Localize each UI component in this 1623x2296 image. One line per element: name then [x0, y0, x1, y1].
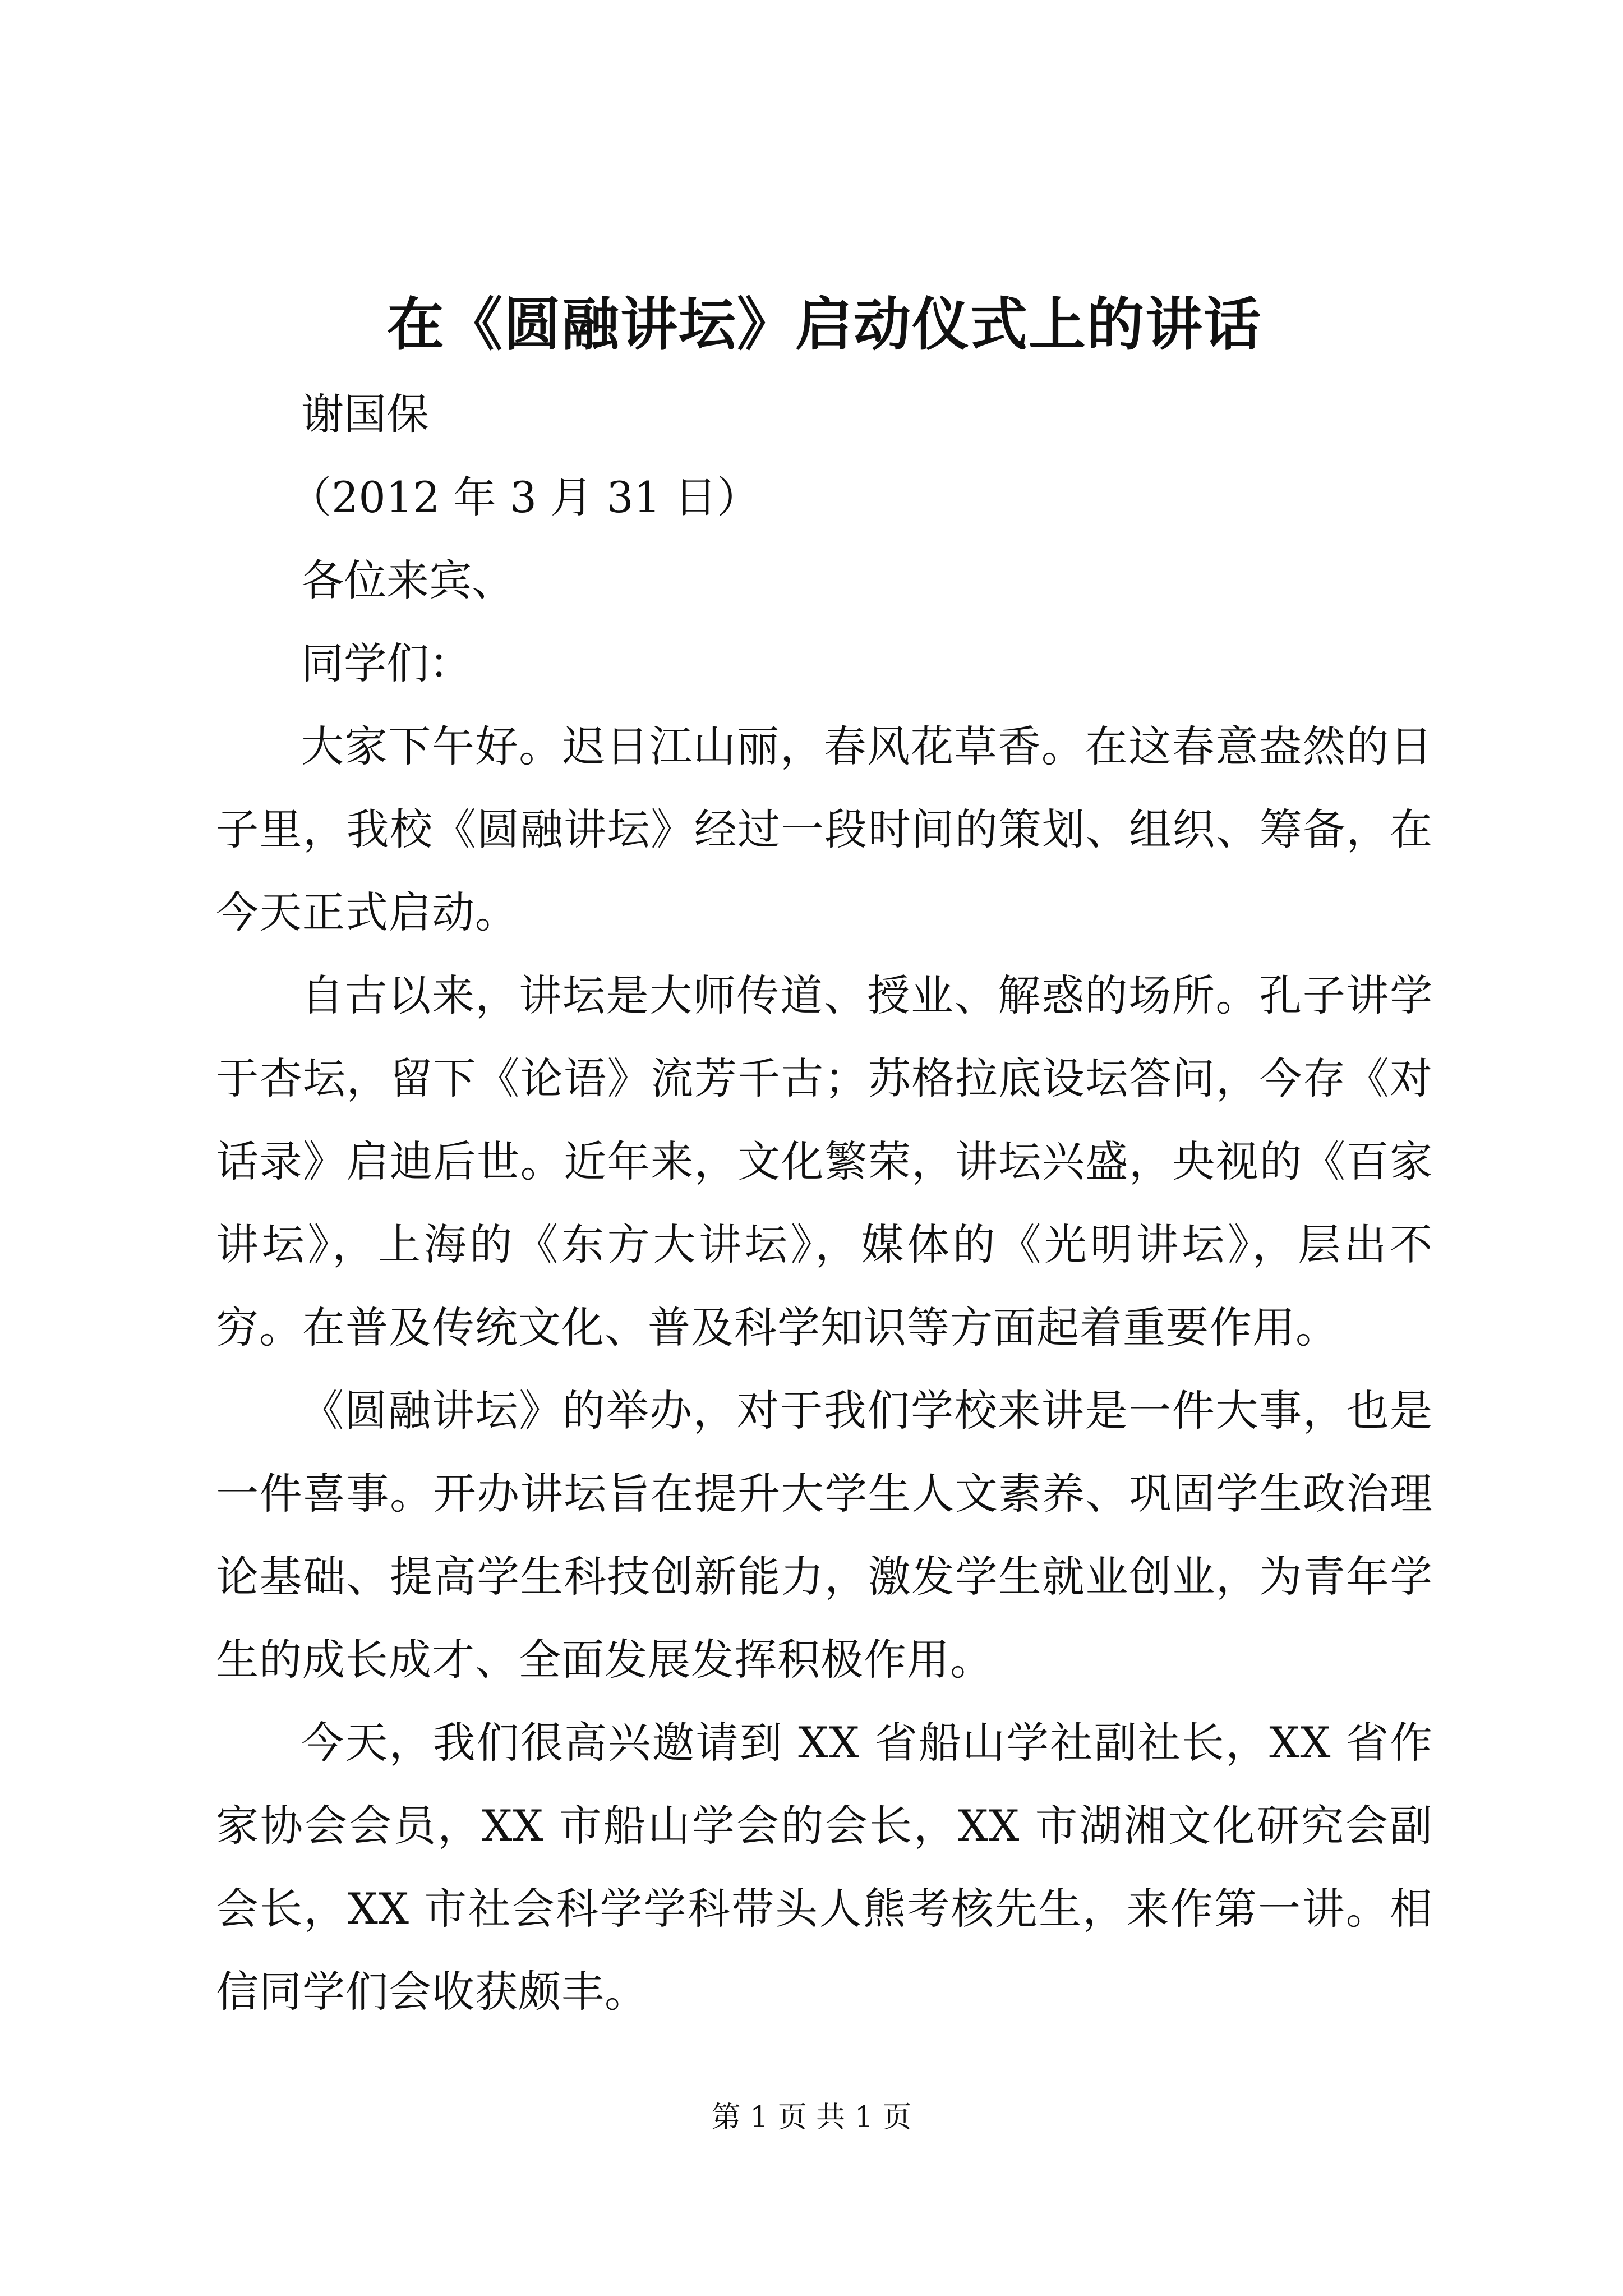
paragraph-3: 《圆融讲坛》的举办，对于我们学校来讲是一件大事，也是一件喜事。开办讲坛旨在提升大学生人文素养、巩固学生政治理论基础、提高学生科技创新能力，激发学生就业创业，为青年学生的成长成才、全面发展发挥积极作用。 [216, 1386, 1433, 1685]
greeting-students: 同学们： [301, 638, 472, 688]
document-body [216, 283, 1433, 2033]
paragraph-2: 自古以来，讲坛是大师传道、授业、解惑的场所。孔子讲学于杏坛，留下《论语》流芳千古；苏格拉底设坛答问，今存《对话录》启迪后世。近年来，文化繁荣，讲坛兴盛，央视的《百家讲坛》，上海的《东方大讲坛》，媒体的《光明讲坛》，层出不穷。在普及传统文化、普及科学知识等方面起着重要作用。 [216, 970, 1433, 1352]
document-title: 在《圆融讲坛》启动仪式上的讲话 [387, 292, 1262, 358]
date-line: （2012 年 3 月 31 日） [289, 472, 760, 522]
author-line: 谢国保 [301, 389, 429, 439]
page-footer: 第 1 页 共 1 页 [711, 2101, 912, 2134]
paragraph-4: 今天，我们很高兴邀请到 XX 省船山学社副社长，XX 省作家协会会员，XX 市船山学会的会长，XX 市湖湘文化研究会副会长，XX 市社会科学学科带头人熊考核先生，来作第一讲。相信同学们会收获颇丰。 [216, 1718, 1433, 2017]
greeting-guests: 各位来宾、 [301, 555, 514, 605]
paragraph-1: 大家下午好。迟日江山丽，春风花草香。在这春意盎然的日子里，我校《圆融讲坛》经过一段时间的策划、组织、筹备，在今天正式启动。 [216, 721, 1433, 937]
